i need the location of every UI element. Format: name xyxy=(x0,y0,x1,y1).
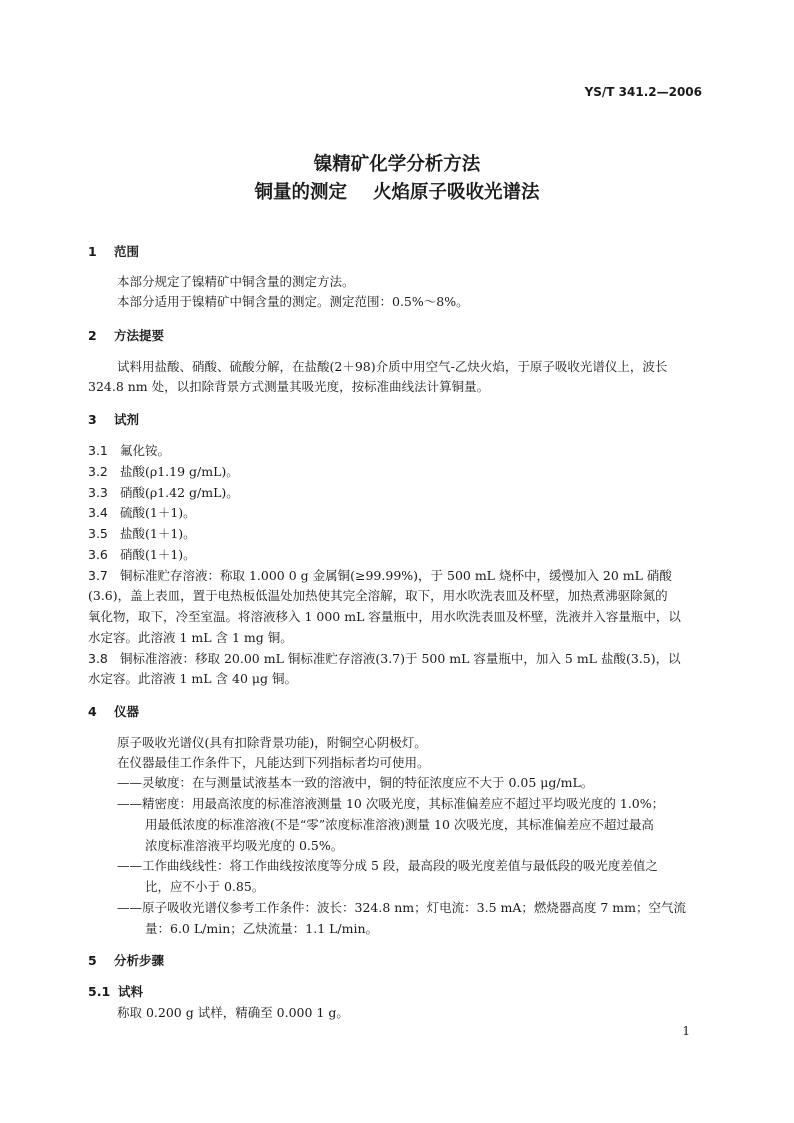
reagent-item: 3.7 铜标准贮存溶液：称取 1.000 0 g 金属铜(≥99.99%)，于 500 mL 烧杯中，缓慢加入 20 mL 硝酸 xyxy=(88,568,672,583)
spec-item: ——灵敏度：在与测量试液基本一致的溶液中，铜的特征浓度应不大于 0.05 μg/mL。 xyxy=(117,775,594,790)
spec-item: ——精密度：用最高浓度的标准溶液测量 10 次吸光度，其标准偏差应不超过平均吸光度的 1.0%； xyxy=(117,796,665,811)
document-title-line1: 镍精矿化学分析方法 xyxy=(313,154,481,175)
section-4-paragraph: 原子吸收光谱仪(具有扣除背景功能)，附铜空心阴极灯。 xyxy=(117,735,427,750)
spec-item-continued: 比，应不小于 0.85。 xyxy=(145,879,265,894)
spec-item-continued: 量：6.0 L/min；乙炔流量：1.1 L/min。 xyxy=(145,921,379,936)
section-3-heading: 3 试剂 xyxy=(88,412,140,427)
section-5-paragraph: 称取 0.200 g 试样，精确至 0.000 1 g。 xyxy=(117,1005,349,1020)
reagent-item-continued: 水定容。此溶液 1 mL 含 40 μg 铜。 xyxy=(88,671,297,686)
section-4-paragraph: 在仪器最佳工作条件下，凡能达到下列指标者均可使用。 xyxy=(117,755,430,770)
title-part-b: 火焰原子吸收光谱法 xyxy=(373,182,540,203)
standard-code: YS/T 341.2—2006 xyxy=(584,85,702,99)
page-number: 1 xyxy=(682,1024,690,1038)
section-2-heading: 2 方法提要 xyxy=(88,328,165,343)
section-4-heading: 4 仪器 xyxy=(88,704,140,719)
reagent-item: 3.4 硫酸(1＋1)。 xyxy=(88,505,196,520)
reagent-item: 3.6 硝酸(1＋1)。 xyxy=(88,547,196,562)
subsection-5-1-heading: 5.1 试料 xyxy=(88,984,144,999)
section-1-paragraph: 本部分规定了镍精矿中铜含量的测定方法。 xyxy=(117,274,355,289)
reagent-item-continued: (3.6)，盖上表皿，置于电热板低温处加热使其完全溶解，取下，用水吹洗表皿及杯壁，加热煮沸驱除氮的 xyxy=(88,588,668,603)
reagent-item: 3.8 铜标准溶液：移取 20.00 mL 铜标准贮存溶液(3.7)于 500 mL 容量瓶中，加入 5 mL 盐酸(3.5)，以 xyxy=(88,651,681,666)
reagent-item: 3.3 硝酸(ρ1.42 g/mL)。 xyxy=(88,485,239,500)
spec-item-continued: 用最低浓度的标准溶液(不是“零”浓度标准溶液)测量 10 次吸光度，其标准偏差应不超过最高 xyxy=(145,817,654,832)
section-2-paragraph: 试料用盐酸、硝酸、硫酸分解，在盐酸(2＋98)介质中用空气-乙炔火焰，于原子吸收光谱仪上，波长 xyxy=(117,359,668,374)
reagent-item: 3.1 氟化铵。 xyxy=(88,443,171,458)
reagent-item-continued: 氧化物，取下，冷至室温。将溶液移入 1 000 mL 容量瓶中，用水吹洗表皿及杯壁，洗液并入容量瓶中，以 xyxy=(88,609,681,624)
spec-item: ——原子吸收光谱仪参考工作条件：波长：324.8 nm；灯电流：3.5 mA；燃烧器高度 7 mm；空气流 xyxy=(117,900,687,915)
section-1-heading: 1 范围 xyxy=(88,244,140,259)
reagent-item-continued: 水定容。此溶液 1 mL 含 1 mg 铜。 xyxy=(88,630,293,645)
section-5-heading: 5 分析步骤 xyxy=(88,953,165,968)
section-1-paragraph: 本部分适用于镍精矿中铜含量的测定。测定范围：0.5%～8%。 xyxy=(117,294,469,309)
spec-item: ——工作曲线线性：将工作曲线按浓度等分成 5 段，最高段的吸光度差值与最低段的吸光度差值之 xyxy=(117,858,658,873)
title-part-a: 铜量的测定 xyxy=(254,182,347,203)
reagent-item: 3.2 盐酸(ρ1.19 g/mL)。 xyxy=(88,464,239,479)
reagent-item: 3.5 盐酸(1＋1)。 xyxy=(88,526,196,541)
section-2-paragraph: 324.8 nm 处，以扣除背景方式测量其吸光度，按标准曲线法计算铜量。 xyxy=(88,379,490,394)
spec-item-continued: 浓度标准溶液平均吸光度的 0.5%。 xyxy=(145,838,344,853)
document-title-line2 xyxy=(0,178,794,204)
